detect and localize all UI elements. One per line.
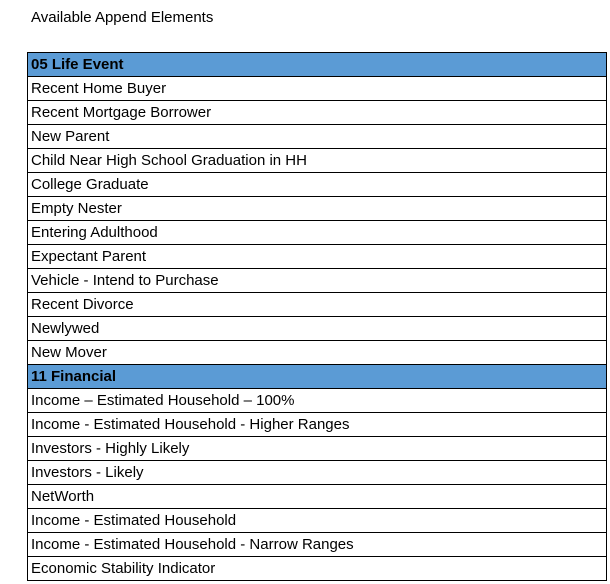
append-elements-table	[27, 52, 607, 581]
element-cell[interactable]: NetWorth	[28, 485, 607, 509]
table-row[interactable]	[28, 437, 607, 461]
table-row[interactable]	[28, 317, 607, 341]
element-cell[interactable]: Expectant Parent	[28, 245, 607, 269]
table-row[interactable]	[28, 413, 607, 437]
element-cell[interactable]: Income - Estimated Household	[28, 509, 607, 533]
category-row[interactable]	[28, 365, 607, 389]
element-cell[interactable]: Recent Home Buyer	[28, 77, 607, 101]
table-row[interactable]	[28, 461, 607, 485]
table-row[interactable]	[28, 269, 607, 293]
table-row[interactable]	[28, 101, 607, 125]
element-cell[interactable]: Economic Stability Indicator	[28, 557, 607, 581]
sheet-heading: Available Append Elements	[31, 9, 214, 26]
table-row[interactable]	[28, 77, 607, 101]
element-cell[interactable]: Income - Estimated Household - Narrow Ranges	[28, 533, 607, 557]
table-row[interactable]	[28, 149, 607, 173]
element-cell[interactable]: Income - Estimated Household - Higher Ranges	[28, 413, 607, 437]
category-row[interactable]	[28, 53, 607, 77]
category-cell-life-event[interactable]: 05 Life Event	[28, 53, 607, 77]
element-cell[interactable]: Investors - Likely	[28, 461, 607, 485]
table-row[interactable]	[28, 293, 607, 317]
table-row[interactable]	[28, 173, 607, 197]
table-row[interactable]	[28, 389, 607, 413]
element-cell[interactable]: Newlywed	[28, 317, 607, 341]
table-row[interactable]	[28, 221, 607, 245]
element-cell[interactable]: New Parent	[28, 125, 607, 149]
table-row[interactable]	[28, 533, 607, 557]
table-row[interactable]	[28, 245, 607, 269]
element-cell[interactable]: Entering Adulthood	[28, 221, 607, 245]
element-cell[interactable]: Investors - Highly Likely	[28, 437, 607, 461]
element-cell[interactable]: Recent Divorce	[28, 293, 607, 317]
element-cell[interactable]: Empty Nester	[28, 197, 607, 221]
table-row[interactable]	[28, 509, 607, 533]
element-cell[interactable]: Child Near High School Graduation in HH	[28, 149, 607, 173]
element-cell[interactable]: Income – Estimated Household – 100%	[28, 389, 607, 413]
element-cell[interactable]: Recent Mortgage Borrower	[28, 101, 607, 125]
table-row[interactable]	[28, 557, 607, 581]
element-cell[interactable]: Vehicle - Intend to Purchase	[28, 269, 607, 293]
category-cell-financial[interactable]: 11 Financial	[28, 365, 607, 389]
table-row[interactable]	[28, 197, 607, 221]
table-row[interactable]	[28, 485, 607, 509]
element-cell[interactable]: New Mover	[28, 341, 607, 365]
table-row[interactable]	[28, 125, 607, 149]
element-cell[interactable]: College Graduate	[28, 173, 607, 197]
table-row[interactable]	[28, 341, 607, 365]
